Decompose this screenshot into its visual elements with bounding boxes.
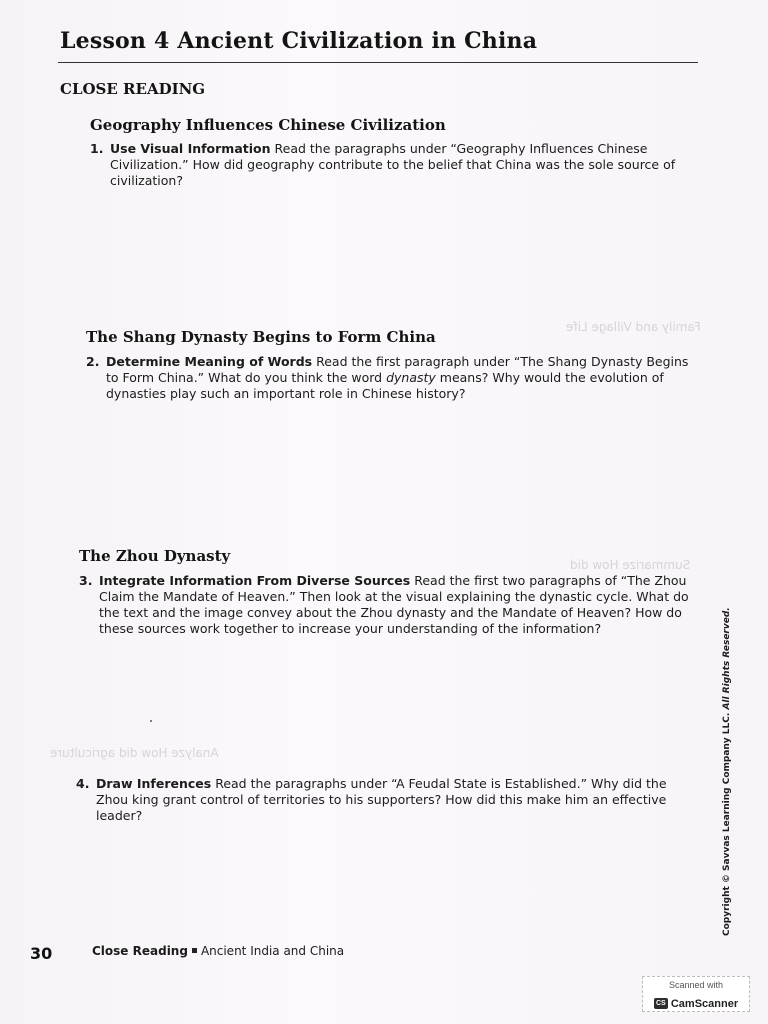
question-skill-label: Use Visual Information	[110, 141, 271, 156]
question-emphasis-word: dynasty	[386, 370, 436, 385]
footer-label: Close Reading	[92, 944, 188, 958]
question-number: 1.	[90, 141, 104, 156]
footer-bullet-icon	[192, 948, 197, 953]
page-number: 30	[30, 944, 53, 963]
question-number: 4.	[76, 776, 90, 791]
section-heading-shang: The Shang Dynasty Begins to Form China	[86, 328, 436, 346]
copyright-rights: All Rights Reserved.	[722, 607, 732, 710]
question-number: 3.	[79, 573, 93, 588]
copyright-text: Copyright © Savvas Learning Company LLC.	[722, 712, 732, 936]
camscanner-logo-icon: CS	[654, 998, 668, 1009]
scan-speck	[150, 720, 152, 722]
section-heading-geography: Geography Influences Chinese Civilization	[90, 116, 446, 134]
page-footer	[92, 944, 344, 958]
footer-subject: Ancient India and China	[200, 944, 345, 958]
lesson-title: Lesson 4 Ancient Civilization in China	[60, 28, 538, 54]
question-number: 2.	[86, 354, 100, 369]
question-skill-label: Integrate Information From Diverse Sources	[99, 573, 411, 588]
question-text: means? Why would the evolution of dynasties play such an important role in Chinese history?	[106, 370, 664, 401]
question-text: Read the paragraphs under “A Feudal State is Established.” Why did the Zhou king grant control of territories to his supporters? How did this make him an effective leader?	[96, 776, 667, 823]
question-text: Read the first paragraph under “The Shang Dynasty Begins to Form China.” What do you think the word	[106, 354, 689, 385]
question-4	[76, 776, 698, 824]
question-2	[86, 354, 698, 402]
question-3	[79, 573, 697, 637]
section-heading-zhou: The Zhou Dynasty	[79, 547, 231, 565]
watermark-brand-name: CamScanner	[670, 997, 739, 1010]
question-text: Read the paragraphs under “Geography Influences Chinese Civilization.” How did geography contribute to the belief that China was the sole source of civilization?	[110, 141, 676, 188]
show-through-text: Family and Village Life	[566, 320, 701, 334]
question-text: Read the first two paragraphs of “The Zhou Claim the Mandate of Heaven.” Then look at the visual explaining the dynastic cycle. What do the text and the image convey about the Zhou dynasty and the Mandate of Heaven? How do these sources work together to increase your understanding of the information?	[99, 573, 689, 636]
camscanner-watermark	[642, 976, 750, 1012]
section-label: CLOSE READING	[60, 80, 206, 98]
show-through-text: Summarize How did	[570, 558, 691, 572]
question-skill-label: Determine Meaning of Words	[106, 354, 313, 369]
question-1	[90, 141, 695, 189]
question-skill-label: Draw Inferences	[96, 776, 212, 791]
watermark-caption: Scanned with	[668, 980, 724, 990]
copyright-notice	[722, 607, 732, 936]
show-through-text: Analyze How did agriculture	[50, 746, 219, 760]
watermark-brand	[654, 998, 738, 1010]
title-divider	[58, 62, 698, 63]
